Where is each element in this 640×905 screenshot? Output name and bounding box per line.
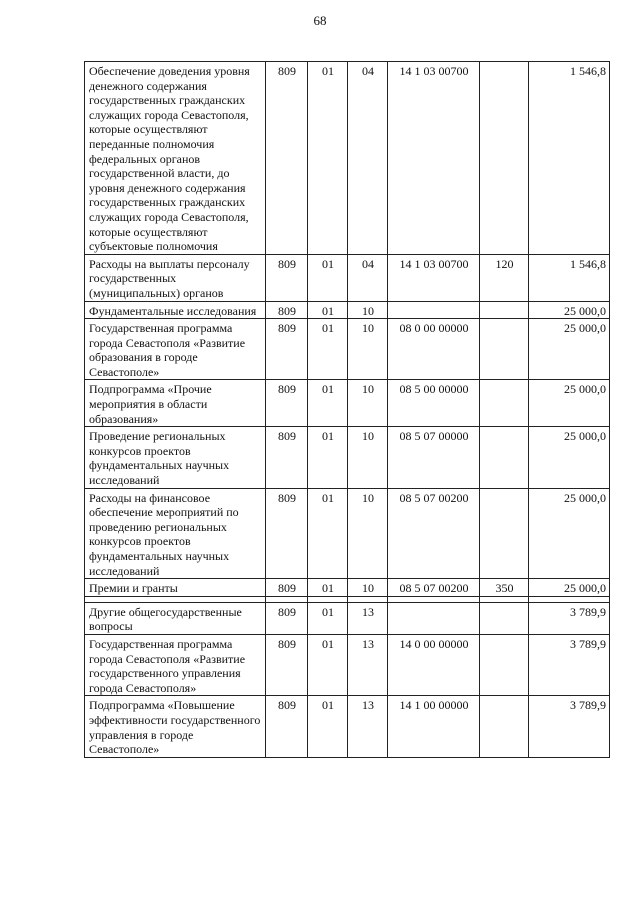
row-ved: 809 (266, 62, 308, 255)
row-name: Другие общегосударственные вопросы (85, 602, 266, 634)
row-name: Расходы на финансовое обеспечение мероприятий по проведению региональных конкурсов проектов фундаментальных научных исследований (85, 488, 266, 579)
table-row (85, 427, 610, 488)
row-sum: 25 000,0 (529, 579, 610, 597)
row-ved: 809 (266, 602, 308, 634)
row-csr: 14 1 00 00000 (388, 696, 480, 757)
row-ved: 809 (266, 380, 308, 427)
row-vr: 350 (480, 579, 529, 597)
row-name: Премии и гранты (85, 579, 266, 597)
row-sum: 25 000,0 (529, 427, 610, 488)
row-rz: 01 (308, 579, 348, 597)
row-ved: 809 (266, 254, 308, 301)
table-row (85, 488, 610, 579)
row-ved: 809 (266, 696, 308, 757)
row-pr: 10 (348, 380, 388, 427)
row-sum: 25 000,0 (529, 301, 610, 319)
row-sum: 3 789,9 (529, 634, 610, 695)
row-ved: 809 (266, 319, 308, 380)
row-sum: 1 546,8 (529, 254, 610, 301)
row-pr: 10 (348, 427, 388, 488)
table-row (85, 380, 610, 427)
row-name: Фундаментальные исследования (85, 301, 266, 319)
row-rz: 01 (308, 696, 348, 757)
row-vr (480, 602, 529, 634)
row-rz: 01 (308, 427, 348, 488)
row-rz: 01 (308, 602, 348, 634)
row-rz: 01 (308, 488, 348, 579)
row-ved: 809 (266, 301, 308, 319)
row-csr (388, 602, 480, 634)
row-vr (480, 319, 529, 380)
table-row (85, 602, 610, 634)
row-name: Государственная программа города Севастополя «Развитие государственного управления города Севастополя» (85, 634, 266, 695)
row-pr: 13 (348, 696, 388, 757)
row-sum: 1 546,8 (529, 62, 610, 255)
row-pr: 10 (348, 579, 388, 597)
row-vr (480, 62, 529, 255)
row-csr: 08 5 07 00200 (388, 488, 480, 579)
row-pr: 10 (348, 319, 388, 380)
row-name: Подпрограмма «Повышение эффективности государственного управления в городе Севастополе» (85, 696, 266, 757)
row-ved: 809 (266, 634, 308, 695)
row-rz: 01 (308, 634, 348, 695)
row-pr: 13 (348, 602, 388, 634)
row-sum: 3 789,9 (529, 602, 610, 634)
row-csr: 08 5 07 00000 (388, 427, 480, 488)
row-vr (480, 634, 529, 695)
table-row (85, 634, 610, 695)
row-csr: 14 1 03 00700 (388, 254, 480, 301)
table-row (85, 254, 610, 301)
row-csr: 08 0 00 00000 (388, 319, 480, 380)
row-sum: 3 789,9 (529, 696, 610, 757)
row-pr: 04 (348, 62, 388, 255)
row-rz: 01 (308, 319, 348, 380)
row-pr: 10 (348, 488, 388, 579)
budget-table (84, 61, 610, 758)
row-ved: 809 (266, 579, 308, 597)
table-row (85, 579, 610, 597)
row-vr: 120 (480, 254, 529, 301)
row-csr: 14 1 03 00700 (388, 62, 480, 255)
row-ved: 809 (266, 488, 308, 579)
row-vr (480, 488, 529, 579)
row-name: Подпрограмма «Прочие мероприятия в области образования» (85, 380, 266, 427)
row-vr (480, 696, 529, 757)
row-name: Государственная программа города Севастополя «Развитие образования в городе Севастополе» (85, 319, 266, 380)
row-csr: 14 0 00 00000 (388, 634, 480, 695)
row-pr: 04 (348, 254, 388, 301)
row-csr: 08 5 07 00200 (388, 579, 480, 597)
row-ved: 809 (266, 427, 308, 488)
page-number: 68 (313, 13, 327, 28)
row-name: Расходы на выплаты персоналу государственных (муниципальных) органов (85, 254, 266, 301)
row-pr: 13 (348, 634, 388, 695)
row-rz: 01 (308, 301, 348, 319)
row-name: Обеспечение доведения уровня денежного содержания государственных гражданских служащих города Севастополя, которые осуществляют переданные полномочия федеральных органов государственной власти, до уровня денежного содержания государственных гражданских служащих города Севастополя, которые осуществляют субъектовые полномочия (85, 62, 266, 255)
table-row (85, 319, 610, 380)
row-vr (480, 301, 529, 319)
row-vr (480, 380, 529, 427)
row-rz: 01 (308, 380, 348, 427)
row-vr (480, 427, 529, 488)
table-row (85, 696, 610, 757)
row-sum: 25 000,0 (529, 488, 610, 579)
row-sum: 25 000,0 (529, 319, 610, 380)
row-csr (388, 301, 480, 319)
row-name: Проведение региональных конкурсов проектов фундаментальных научных исследований (85, 427, 266, 488)
table-row (85, 301, 610, 319)
row-rz: 01 (308, 254, 348, 301)
row-csr: 08 5 00 00000 (388, 380, 480, 427)
row-sum: 25 000,0 (529, 380, 610, 427)
row-pr: 10 (348, 301, 388, 319)
row-rz: 01 (308, 62, 348, 255)
table-row (85, 62, 610, 255)
